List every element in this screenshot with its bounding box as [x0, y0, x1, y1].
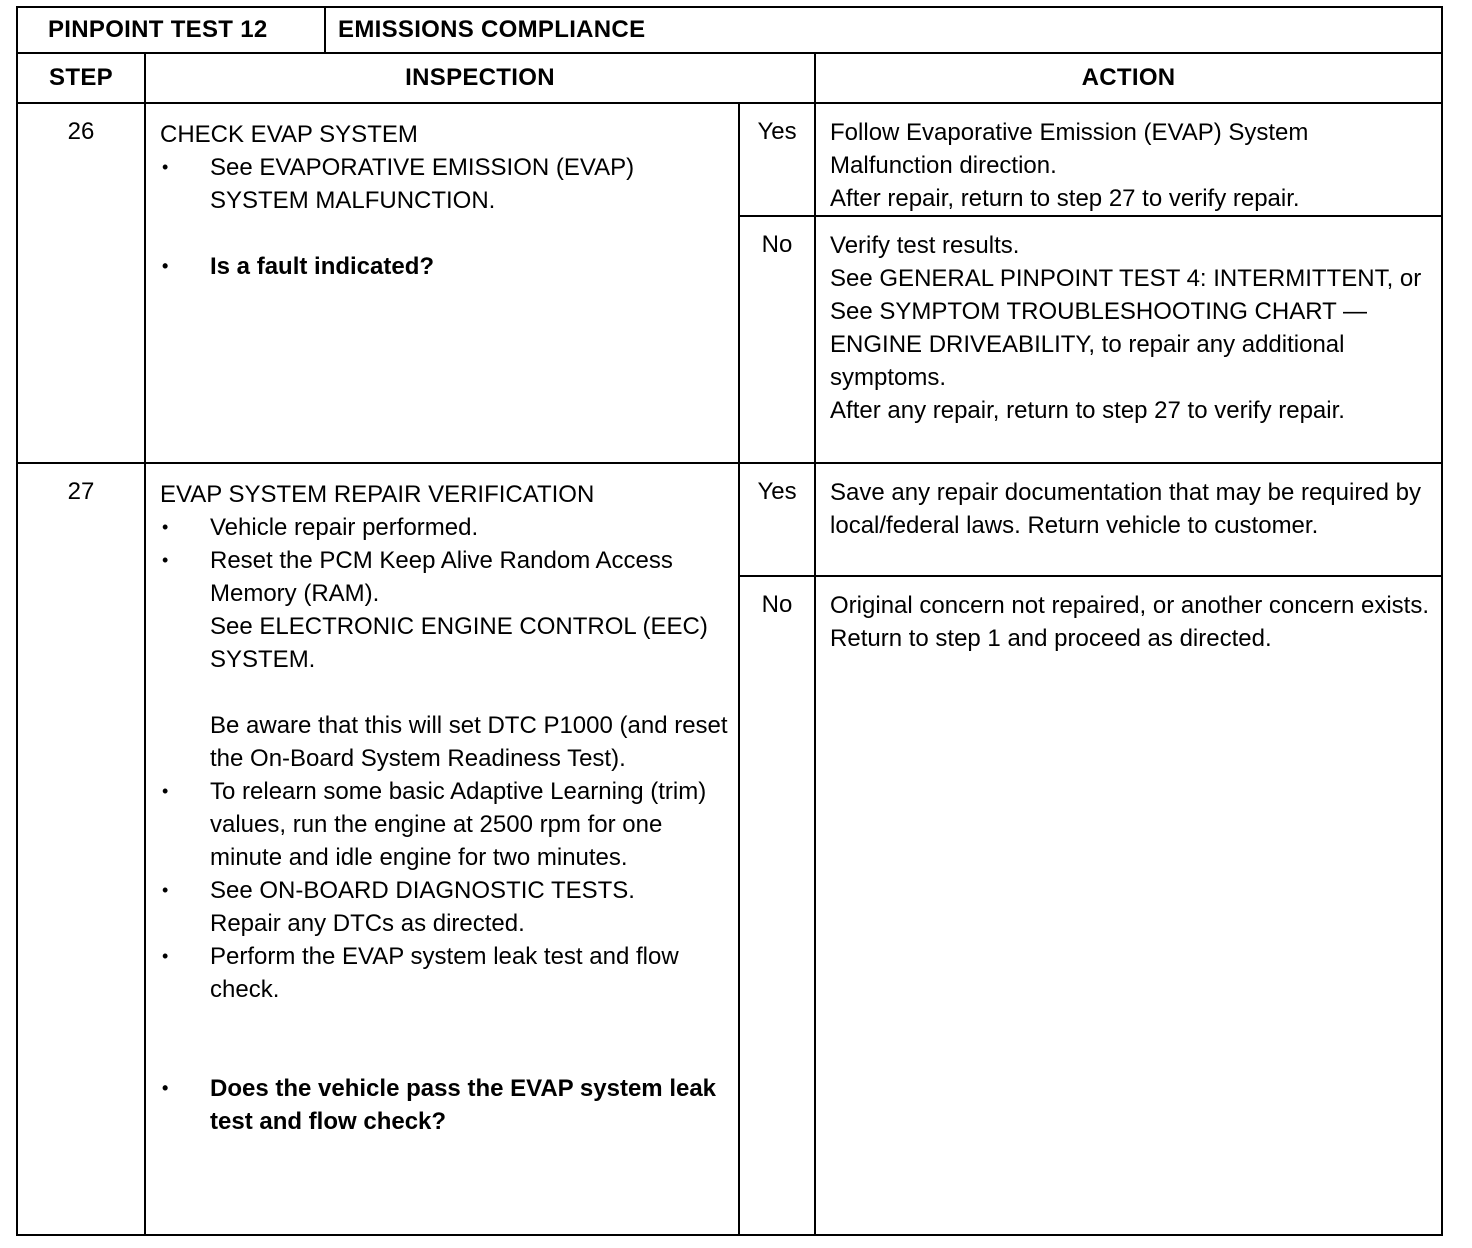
action-text: Original concern not repaired, or another concern exists.	[830, 592, 1429, 619]
column-header-step: STEP	[17, 53, 145, 103]
action-text: After any repair, return to step 27 to verify repair.	[830, 397, 1345, 424]
yes-action	[815, 103, 1442, 216]
inspection-question: • Is a fault indicated?	[160, 250, 728, 283]
inspection-list	[160, 151, 728, 217]
inspection-item-text: • Reset the PCM Keep Alive Random Access Memory (RAM).	[210, 547, 673, 607]
pinpoint-test-table	[16, 6, 1443, 1236]
inspection-item-text: Repair any DTCs as directed.	[210, 910, 525, 937]
action-text: After repair, return to step 27 to verify repair.	[830, 185, 1300, 212]
action-text: Save any repair documentation that may be required by local/federal laws. Return vehicle to customer.	[830, 479, 1422, 539]
test-label: PINPOINT TEST 12	[17, 7, 325, 53]
action-text: Return to step 1 and proceed as directed.	[830, 625, 1272, 652]
step-inspection	[145, 463, 739, 1235]
inspection-item: • To relearn some basic Adaptive Learning (trim) values, run the engine at 2500 rpm for one minute and idle engine for two minutes.	[160, 775, 728, 874]
inspection-item-text: Be aware that this will set DTC P1000 (and reset the On-Board System Readiness Test).	[210, 712, 728, 772]
inspection-item	[160, 874, 728, 940]
no-action	[815, 216, 1442, 463]
action-text: See GENERAL PINPOINT TEST 4: INTERMITTENT, or See SYMPTOM TROUBLESHOOTING CHART — ENGINE DRIVEABILITY, to repair any additional symptoms.	[830, 265, 1422, 391]
step-title: EVAP SYSTEM REPAIR VERIFICATION	[160, 481, 595, 508]
yes-label: Yes	[739, 463, 815, 576]
action-text: Verify test results.	[830, 232, 1020, 259]
step-inspection	[145, 103, 739, 463]
no-action	[815, 576, 1442, 1235]
yes-action	[815, 463, 1442, 576]
inspection-item-text: See ELECTRONIC ENGINE CONTROL (EEC) SYSTEM.	[210, 613, 708, 673]
no-label: No	[739, 216, 815, 463]
step-26-yes-row	[17, 103, 1442, 216]
column-header-inspection: INSPECTION	[145, 53, 815, 103]
column-header-row	[17, 53, 1442, 103]
step-number: 26	[17, 103, 145, 463]
inspection-item	[160, 544, 728, 775]
inspection-item: • Vehicle repair performed.	[160, 511, 728, 544]
inspection-question-list	[160, 250, 728, 283]
action-text: Follow Evaporative Emission (EVAP) System Malfunction direction.	[830, 119, 1309, 179]
inspection-list	[160, 511, 728, 1006]
inspection-question-list	[160, 1072, 728, 1138]
inspection-item-text: • See ON-BOARD DIAGNOSTIC TESTS.	[210, 877, 635, 904]
inspection-item: • See EVAPORATIVE EMISSION (EVAP) SYSTEM MALFUNCTION.	[160, 151, 728, 217]
column-header-action: ACTION	[815, 53, 1442, 103]
test-title: EMISSIONS COMPLIANCE	[325, 7, 1442, 53]
step-number: 27	[17, 463, 145, 1235]
inspection-question: • Does the vehicle pass the EVAP system leak test and flow check?	[160, 1072, 728, 1138]
inspection-item: • Perform the EVAP system leak test and flow check.	[160, 940, 728, 1006]
yes-label: Yes	[739, 103, 815, 216]
no-label: No	[739, 576, 815, 1235]
step-title: CHECK EVAP SYSTEM	[160, 121, 418, 148]
step-27-yes-row	[17, 463, 1442, 576]
title-row	[17, 7, 1442, 53]
